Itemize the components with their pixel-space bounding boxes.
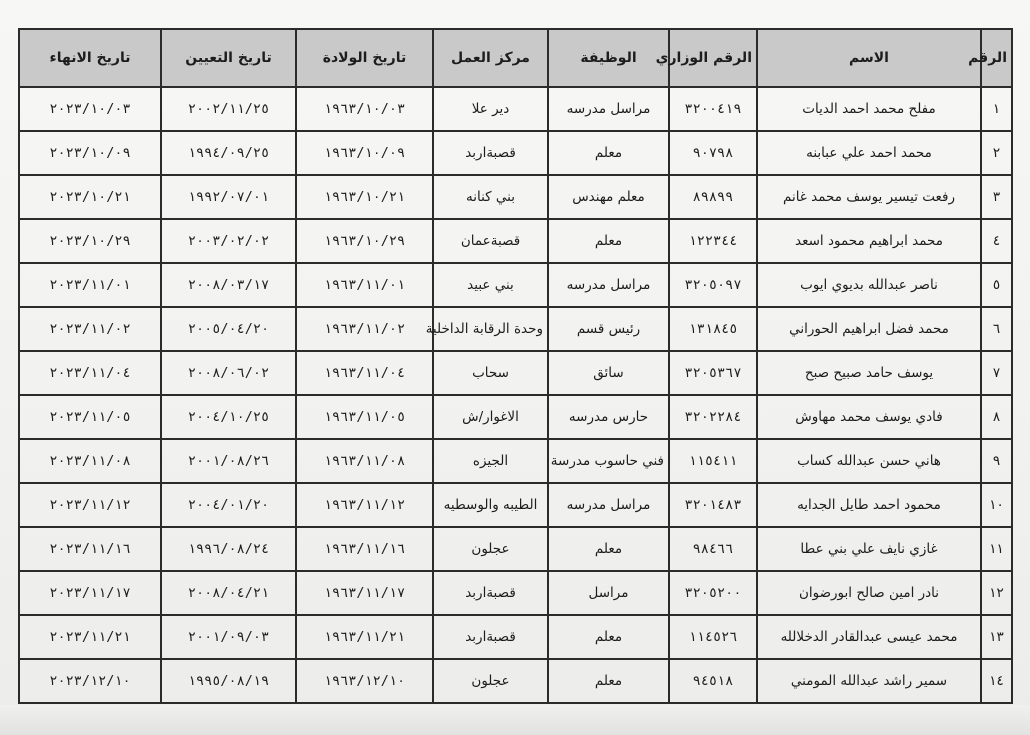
cell-workplace: الاغوار/ش xyxy=(433,395,548,439)
cell-name: محمد ابراهيم محمود اسعد xyxy=(757,219,981,263)
cell-name: محمود احمد طايل الجدايه xyxy=(757,483,981,527)
header-birth-date: تاريخ الولادة xyxy=(296,29,433,87)
cell-appointment-date: ٢٠٠٨/٠٦/٠٢ xyxy=(161,351,296,395)
cell-ministry-no: ١٣١٨٤٥ xyxy=(669,307,757,351)
cell-birth-date: ١٩٦٣/١١/١٧ xyxy=(296,571,433,615)
cell-job: معلم xyxy=(548,219,669,263)
cell-job: حارس مدرسه xyxy=(548,395,669,439)
header-workplace: مركز العمل xyxy=(433,29,548,87)
retirement-table xyxy=(18,28,1013,704)
cell-job: معلم xyxy=(548,131,669,175)
table-row xyxy=(19,175,1012,219)
cell-appointment-date: ٢٠٠٤/٠١/٢٠ xyxy=(161,483,296,527)
cell-appointment-date: ٢٠٠٢/١١/٢٥ xyxy=(161,87,296,131)
header-name: الاسم xyxy=(757,29,981,87)
cell-job: فني حاسوب مدرسة xyxy=(548,439,669,483)
cell-job: معلم xyxy=(548,615,669,659)
cell-no: ٧ xyxy=(981,351,1012,395)
cell-job: مراسل مدرسه xyxy=(548,483,669,527)
cell-ministry-no: ٣٢٠٥٢٠٠ xyxy=(669,571,757,615)
cell-end-date: ٢٠٢٣/١١/٠١ xyxy=(19,263,161,307)
cell-appointment-date: ٢٠٠٥/٠٤/٢٠ xyxy=(161,307,296,351)
table-row xyxy=(19,307,1012,351)
cell-ministry-no: ٨٩٨٩٩ xyxy=(669,175,757,219)
cell-name: نادر امين صالح ابورضوان xyxy=(757,571,981,615)
cell-appointment-date: ١٩٩٥/٠٨/١٩ xyxy=(161,659,296,703)
cell-name: مفلح محمد احمد الديات xyxy=(757,87,981,131)
cell-appointment-date: ١٩٩٢/٠٧/٠١ xyxy=(161,175,296,219)
cell-no: ١١ xyxy=(981,527,1012,571)
cell-no: ١٤ xyxy=(981,659,1012,703)
table-row xyxy=(19,615,1012,659)
cell-workplace: عجلون xyxy=(433,527,548,571)
cell-no: ٥ xyxy=(981,263,1012,307)
cell-name: يوسف حامد صبيح صبح xyxy=(757,351,981,395)
cell-workplace: دير علا xyxy=(433,87,548,131)
cell-no: ١٣ xyxy=(981,615,1012,659)
table-body xyxy=(19,87,1012,703)
cell-appointment-date: ٢٠٠١/٠٩/٠٣ xyxy=(161,615,296,659)
cell-job: معلم xyxy=(548,659,669,703)
cell-appointment-date: ١٩٩٤/٠٩/٢٥ xyxy=(161,131,296,175)
cell-no: ٨ xyxy=(981,395,1012,439)
table-row xyxy=(19,571,1012,615)
cell-birth-date: ١٩٦٣/١٠/٠٣ xyxy=(296,87,433,131)
cell-workplace: وحدة الرقابة الداخلية xyxy=(433,307,548,351)
cell-appointment-date: ٢٠٠٤/١٠/٢٥ xyxy=(161,395,296,439)
cell-workplace: الجيزه xyxy=(433,439,548,483)
header-appointment-date: تاريخ التعيين xyxy=(161,29,296,87)
cell-workplace: عجلون xyxy=(433,659,548,703)
cell-end-date: ٢٠٢٣/١٢/١٠ xyxy=(19,659,161,703)
cell-job: معلم xyxy=(548,527,669,571)
cell-name: ناصر عبدالله بديوي ايوب xyxy=(757,263,981,307)
cell-name: فادي يوسف محمد مهاوش xyxy=(757,395,981,439)
cell-job: معلم مهندس xyxy=(548,175,669,219)
cell-no: ١ xyxy=(981,87,1012,131)
cell-ministry-no: ١٢٢٣٤٤ xyxy=(669,219,757,263)
cell-ministry-no: ٩٠٧٩٨ xyxy=(669,131,757,175)
cell-end-date: ٢٠٢٣/١٠/٠٩ xyxy=(19,131,161,175)
cell-no: ٣ xyxy=(981,175,1012,219)
cell-job: مراسل xyxy=(548,571,669,615)
cell-name: غازي نايف علي بني عطا xyxy=(757,527,981,571)
cell-birth-date: ١٩٦٣/١٠/٢٩ xyxy=(296,219,433,263)
table-row xyxy=(19,527,1012,571)
cell-name: رفعت تيسير يوسف محمد غانم xyxy=(757,175,981,219)
table-row xyxy=(19,87,1012,131)
table-row xyxy=(19,131,1012,175)
table-row xyxy=(19,263,1012,307)
cell-job: مراسل مدرسه xyxy=(548,263,669,307)
table-row xyxy=(19,395,1012,439)
cell-appointment-date: ٢٠٠٨/٠٤/٢١ xyxy=(161,571,296,615)
header-job: الوظيفة xyxy=(548,29,669,87)
cell-no: ٢ xyxy=(981,131,1012,175)
header-end-date: تاريخ الانهاء xyxy=(19,29,161,87)
cell-workplace: الطيبه والوسطيه xyxy=(433,483,548,527)
cell-name: سمير راشد عبدالله المومني xyxy=(757,659,981,703)
cell-job: رئيس قسم xyxy=(548,307,669,351)
cell-end-date: ٢٠٢٣/١١/٠٢ xyxy=(19,307,161,351)
cell-birth-date: ١٩٦٣/١٠/٢١ xyxy=(296,175,433,219)
cell-no: ١٢ xyxy=(981,571,1012,615)
cell-ministry-no: ١١٤٥٢٦ xyxy=(669,615,757,659)
cell-birth-date: ١٩٦٣/١١/١٦ xyxy=(296,527,433,571)
table-row xyxy=(19,483,1012,527)
cell-workplace: بني عبيد xyxy=(433,263,548,307)
cell-job: سائق xyxy=(548,351,669,395)
cell-birth-date: ١٩٦٣/١١/٠٨ xyxy=(296,439,433,483)
cell-end-date: ٢٠٢٣/١١/٠٥ xyxy=(19,395,161,439)
header-row xyxy=(19,29,1012,87)
table-row xyxy=(19,219,1012,263)
cell-appointment-date: ٢٠٠٣/٠٢/٠٢ xyxy=(161,219,296,263)
cell-ministry-no: ٩٤٥١٨ xyxy=(669,659,757,703)
cell-end-date: ٢٠٢٣/١١/٠٤ xyxy=(19,351,161,395)
cell-ministry-no: ٣٢٠١٤٨٣ xyxy=(669,483,757,527)
cell-no: ٩ xyxy=(981,439,1012,483)
table-row xyxy=(19,351,1012,395)
cell-appointment-date: ١٩٩٦/٠٨/٢٤ xyxy=(161,527,296,571)
cell-birth-date: ١٩٦٣/١١/٠١ xyxy=(296,263,433,307)
cell-birth-date: ١٩٦٣/١٢/١٠ xyxy=(296,659,433,703)
cell-end-date: ٢٠٢٣/١٠/٠٣ xyxy=(19,87,161,131)
cell-workplace: قصبةاربد xyxy=(433,615,548,659)
cell-end-date: ٢٠٢٣/١١/١٧ xyxy=(19,571,161,615)
cell-end-date: ٢٠٢٣/١١/٠٨ xyxy=(19,439,161,483)
cell-appointment-date: ٢٠٠٨/٠٣/١٧ xyxy=(161,263,296,307)
cell-birth-date: ١٩٦٣/١١/٢١ xyxy=(296,615,433,659)
cell-ministry-no: ٩٨٤٦٦ xyxy=(669,527,757,571)
cell-birth-date: ١٩٦٣/١٠/٠٩ xyxy=(296,131,433,175)
cell-name: محمد احمد علي عبابنه xyxy=(757,131,981,175)
cell-no: ٦ xyxy=(981,307,1012,351)
cell-birth-date: ١٩٦٣/١١/٠٤ xyxy=(296,351,433,395)
cell-workplace: قصبةاربد xyxy=(433,571,548,615)
cell-workplace: قصبةعمان xyxy=(433,219,548,263)
cell-birth-date: ١٩٦٣/١١/٠٢ xyxy=(296,307,433,351)
cell-appointment-date: ٢٠٠١/٠٨/٢٦ xyxy=(161,439,296,483)
cell-end-date: ٢٠٢٣/١١/٢١ xyxy=(19,615,161,659)
cell-workplace: بني كنانه xyxy=(433,175,548,219)
cell-no: ١٠ xyxy=(981,483,1012,527)
cell-end-date: ٢٠٢٣/١١/١٦ xyxy=(19,527,161,571)
cell-birth-date: ١٩٦٣/١١/٠٥ xyxy=(296,395,433,439)
cell-name: محمد عيسى عبدالقادر الدخلالله xyxy=(757,615,981,659)
table-row xyxy=(19,439,1012,483)
cell-end-date: ٢٠٢٣/١١/١٢ xyxy=(19,483,161,527)
cell-ministry-no: ٣٢٠٠٤١٩ xyxy=(669,87,757,131)
cell-ministry-no: ١١٥٤١١ xyxy=(669,439,757,483)
cell-no: ٤ xyxy=(981,219,1012,263)
cell-end-date: ٢٠٢٣/١٠/٢٩ xyxy=(19,219,161,263)
cell-ministry-no: ٣٢٠٥٣٦٧ xyxy=(669,351,757,395)
cell-end-date: ٢٠٢٣/١٠/٢١ xyxy=(19,175,161,219)
cell-birth-date: ١٩٦٣/١١/١٢ xyxy=(296,483,433,527)
cell-workplace: سحاب xyxy=(433,351,548,395)
cell-job: مراسل مدرسه xyxy=(548,87,669,131)
cell-ministry-no: ٣٢٠٥٠٩٧ xyxy=(669,263,757,307)
cell-ministry-no: ٣٢٠٢٢٨٤ xyxy=(669,395,757,439)
cell-name: هاني حسن عبدالله كساب xyxy=(757,439,981,483)
header-no: الرقم xyxy=(981,29,1012,87)
table-row xyxy=(19,659,1012,703)
cell-name: محمد فضل ابراهيم الحوراني xyxy=(757,307,981,351)
page-bottom-edge xyxy=(0,705,1030,735)
header-ministry-no: الرقم الوزاري xyxy=(669,29,757,87)
cell-workplace: قصبةاربد xyxy=(433,131,548,175)
